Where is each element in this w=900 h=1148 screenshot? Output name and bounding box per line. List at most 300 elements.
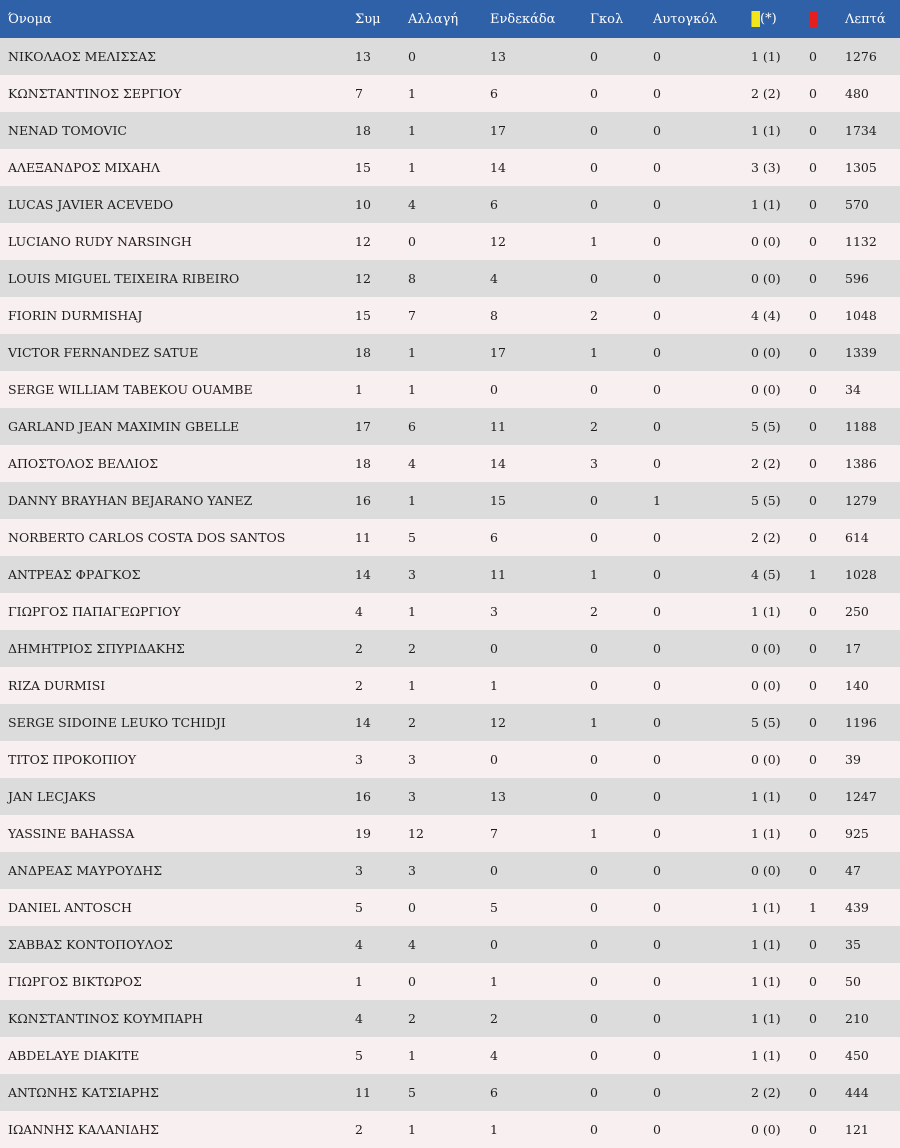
substitutions-cell: 3 [408,863,416,878]
own-goals-cell: 0 [653,715,661,730]
appearances-cell: 4 [355,937,363,952]
red-cards-cell: 0 [809,197,817,212]
player-name-cell: ΓΙΩΡΓΟΣ ΠΑΠΑΓΕΩΡΓΙΟΥ [8,604,181,619]
own-goals-cell: 0 [653,863,661,878]
table-row [0,149,900,186]
goals-cell: 0 [590,530,598,545]
starts-cell: 11 [490,567,506,582]
red-cards-cell: 0 [809,752,817,767]
appearances-cell: 11 [355,530,371,545]
appearances-cell: 12 [355,271,371,286]
player-name-cell: ΓΙΩΡΓΟΣ ΒΙΚΤΩΡΟΣ [8,974,142,989]
player-name-cell: ΑΛΕΞΑΝΔΡΟΣ ΜΙΧΑΗΛ [8,160,161,175]
goals-cell: 1 [590,345,598,360]
table-row [0,741,900,778]
table-row [0,667,900,704]
appearances-cell: 4 [355,1011,363,1026]
substitutions-cell: 1 [408,160,416,175]
player-name-cell: RIZA DURMISI [8,678,106,693]
starts-cell: 0 [490,937,498,952]
minutes-cell: 1339 [845,345,877,360]
appearances-cell: 11 [355,1085,371,1100]
table-row [0,1111,900,1148]
minutes-cell: 250 [845,604,869,619]
goals-cell: 0 [590,678,598,693]
minutes-cell: 39 [845,752,861,767]
appearances-cell: 17 [355,419,371,434]
minutes-cell: 1188 [845,419,877,434]
red-cards-cell: 0 [809,937,817,952]
red-cards-cell: 0 [809,789,817,804]
appearances-cell: 2 [355,1122,363,1137]
red-cards-cell: 0 [809,86,817,101]
red-cards-cell: 0 [809,604,817,619]
header-name[interactable]: Όνομα [8,11,52,27]
minutes-cell: 35 [845,937,861,952]
goals-cell: 0 [590,752,598,767]
own-goals-cell: 0 [653,900,661,915]
appearances-cell: 2 [355,678,363,693]
table-row [0,260,900,297]
red-cards-cell: 0 [809,234,817,249]
substitutions-cell: 5 [408,530,416,545]
yellow-cards-cell: 0 (0) [751,234,781,249]
appearances-cell: 14 [355,567,371,582]
own-goals-cell: 0 [653,49,661,64]
minutes-cell: 50 [845,974,861,989]
yellow-cards-cell: 1 (1) [751,826,781,841]
substitutions-cell: 7 [408,308,416,323]
yellow-cards-cell: 1 (1) [751,789,781,804]
appearances-cell: 7 [355,86,363,101]
own-goals-cell: 0 [653,530,661,545]
red-cards-cell: 0 [809,49,817,64]
substitutions-cell: 0 [408,49,416,64]
red-cards-cell: 0 [809,641,817,656]
substitutions-cell: 2 [408,1011,416,1026]
red-cards-cell: 0 [809,974,817,989]
goals-cell: 0 [590,382,598,397]
yellow-cards-cell: 0 (0) [751,641,781,656]
yellow-cards-cell: 5 (5) [751,493,781,508]
appearances-cell: 19 [355,826,371,841]
minutes-cell: 140 [845,678,869,693]
header-red-cards[interactable] [809,0,845,38]
red-cards-cell: 0 [809,382,817,397]
starts-cell: 17 [490,345,506,360]
own-goals-cell: 0 [653,1048,661,1063]
player-name-cell: NORBERTO CARLOS COSTA DOS SANTOS [8,530,286,545]
starts-cell: 4 [490,1048,498,1063]
substitutions-cell: 1 [408,1048,416,1063]
starts-cell: 0 [490,863,498,878]
own-goals-cell: 0 [653,234,661,249]
yellow-cards-cell: 0 (0) [751,271,781,286]
yellow-cards-cell: 4 (5) [751,567,781,582]
yellow-cards-cell: 1 (1) [751,1048,781,1063]
substitutions-cell: 3 [408,752,416,767]
own-goals-cell: 0 [653,1085,661,1100]
red-cards-cell: 1 [809,900,817,915]
appearances-cell: 5 [355,900,363,915]
substitutions-cell: 2 [408,641,416,656]
minutes-cell: 450 [845,1048,869,1063]
table-row [0,334,900,371]
goals-cell: 1 [590,826,598,841]
starts-cell: 11 [490,419,506,434]
table-row [0,815,900,852]
goals-cell: 0 [590,1122,598,1137]
appearances-cell: 3 [355,863,363,878]
minutes-cell: 17 [845,641,861,656]
substitutions-cell: 8 [408,271,416,286]
player-name-cell: GARLAND JEAN MAXIMIN GBELLE [8,419,240,434]
yellow-cards-cell: 3 (3) [751,160,781,175]
goals-cell: 0 [590,1048,598,1063]
player-name-cell: SERGE SIDOINE LEUKO TCHIDJI [8,715,226,730]
player-name-cell: ΝΙΚΟΛΑΟΣ ΜΕΛΙΣΣΑΣ [8,49,157,64]
yellow-cards-cell: 1 (1) [751,604,781,619]
yellow-cards-cell: 5 (5) [751,715,781,730]
appearances-cell: 1 [355,974,363,989]
starts-cell: 0 [490,382,498,397]
header-own-goals[interactable]: Αυτογκόλ [653,11,718,27]
starts-cell: 13 [490,789,506,804]
red-cards-cell: 0 [809,123,817,138]
starts-cell: 6 [490,530,498,545]
starts-cell: 14 [490,456,506,471]
goals-cell: 2 [590,308,598,323]
substitutions-cell: 1 [408,1122,416,1137]
substitutions-cell: 4 [408,197,416,212]
player-name-cell: ΑΠΟΣΤΟΛΟΣ ΒΕΛΛΙΟΣ [8,456,159,471]
goals-cell: 1 [590,715,598,730]
red-cards-cell: 0 [809,308,817,323]
yellow-cards-cell: 1 (1) [751,900,781,915]
player-name-cell: ABDELAYE DIAKITE [8,1048,140,1063]
yellow-cards-cell: 0 (0) [751,345,781,360]
goals-cell: 0 [590,160,598,175]
minutes-cell: 480 [845,86,869,101]
starts-cell: 1 [490,678,498,693]
appearances-cell: 2 [355,641,363,656]
minutes-cell: 614 [845,530,869,545]
red-cards-cell: 0 [809,160,817,175]
yellow-card-icon [751,11,760,27]
minutes-cell: 47 [845,863,861,878]
player-name-cell: DANIEL ANTOSCH [8,900,132,915]
minutes-cell: 444 [845,1085,869,1100]
red-card-icon [809,11,817,27]
red-cards-cell: 0 [809,715,817,730]
table-row [0,38,900,75]
own-goals-cell: 0 [653,123,661,138]
header-subs[interactable]: Αλλαγή [408,11,459,27]
yellow-cards-cell: 2 (2) [751,1085,781,1100]
minutes-cell: 596 [845,271,869,286]
goals-cell: 0 [590,123,598,138]
appearances-cell: 13 [355,49,371,64]
player-name-cell: ΚΩΝΣΤΑΝΤΙΝΟΣ ΚΟΥΜΠΑΡΗ [8,1011,203,1026]
appearances-cell: 15 [355,308,371,323]
red-cards-cell: 1 [809,567,817,582]
table-row [0,223,900,260]
yellow-cards-cell: 4 (4) [751,308,781,323]
player-name-cell: VICTOR FERNANDEZ SATUE [8,345,199,360]
minutes-cell: 121 [845,1122,869,1137]
substitutions-cell: 3 [408,789,416,804]
player-name-cell: SERGE WILLIAM TABEKOU OUAMBE [8,382,253,397]
own-goals-cell: 0 [653,567,661,582]
red-cards-cell: 0 [809,1085,817,1100]
starts-cell: 8 [490,308,498,323]
substitutions-cell: 4 [408,456,416,471]
appearances-cell: 16 [355,493,371,508]
substitutions-cell: 1 [408,86,416,101]
starts-cell: 6 [490,1085,498,1100]
appearances-cell: 18 [355,345,371,360]
table-row [0,593,900,630]
goals-cell: 0 [590,86,598,101]
own-goals-cell: 0 [653,382,661,397]
yellow-cards-cell: 0 (0) [751,1122,781,1137]
goals-cell: 0 [590,493,598,508]
starts-cell: 15 [490,493,506,508]
table-row [0,1074,900,1111]
goals-cell: 0 [590,937,598,952]
substitutions-cell: 1 [408,382,416,397]
table-row [0,519,900,556]
red-cards-cell: 0 [809,419,817,434]
goals-cell: 0 [590,1011,598,1026]
goals-cell: 1 [590,234,598,249]
player-name-cell: ΤΙΤΟΣ ΠΡΟΚΟΠΙΟΥ [8,752,137,767]
starts-cell: 6 [490,86,498,101]
header-minutes[interactable]: Λεπτά [845,11,886,27]
player-name-cell: ΚΩΝΣΤΑΝΤΙΝΟΣ ΣΕΡΓΙΟΥ [8,86,182,101]
goals-cell: 0 [590,1085,598,1100]
player-name-cell: ΙΩΑΝΝΗΣ ΚΑΛΑΝΙΔΗΣ [8,1122,159,1137]
minutes-cell: 1196 [845,715,877,730]
yellow-cards-cell: 0 (0) [751,863,781,878]
own-goals-cell: 0 [653,974,661,989]
yellow-cards-cell: 1 (1) [751,49,781,64]
table-row [0,297,900,334]
yellow-cards-cell: 1 (1) [751,937,781,952]
goals-cell: 0 [590,863,598,878]
yellow-cards-cell: 2 (2) [751,456,781,471]
appearances-cell: 10 [355,197,371,212]
player-name-cell: FIORIN DURMISHAJ [8,308,143,323]
own-goals-cell: 0 [653,308,661,323]
yellow-cards-cell: 0 (0) [751,382,781,397]
goals-cell: 0 [590,789,598,804]
minutes-cell: 1734 [845,123,877,138]
minutes-cell: 34 [845,382,861,397]
table-row [0,482,900,519]
header-apps[interactable]: Συμ [355,11,381,27]
starts-cell: 5 [490,900,498,915]
goals-cell: 0 [590,271,598,286]
player-name-cell: ΔΗΜΗΤΡΙΟΣ ΣΠΥΡΙΔΑΚΗΣ [8,641,185,656]
substitutions-cell: 1 [408,678,416,693]
substitutions-cell: 1 [408,604,416,619]
appearances-cell: 12 [355,234,371,249]
own-goals-cell: 1 [653,493,661,508]
header-starts[interactable]: Ενδεκάδα [490,11,556,27]
yellow-cards-cell: 1 (1) [751,974,781,989]
substitutions-cell: 4 [408,937,416,952]
red-cards-cell: 0 [809,863,817,878]
red-cards-cell: 0 [809,1122,817,1137]
table-row [0,630,900,667]
starts-cell: 12 [490,715,506,730]
header-yellow-suffix: (*) [760,11,777,27]
starts-cell: 1 [490,1122,498,1137]
own-goals-cell: 0 [653,345,661,360]
substitutions-cell: 0 [408,974,416,989]
minutes-cell: 1305 [845,160,877,175]
own-goals-cell: 0 [653,752,661,767]
player-name-cell: LUCAS JAVIER ACEVEDO [8,197,174,212]
table-row [0,371,900,408]
table-row [0,926,900,963]
own-goals-cell: 0 [653,1122,661,1137]
substitutions-cell: 0 [408,234,416,249]
goals-cell: 0 [590,197,598,212]
starts-cell: 12 [490,234,506,249]
yellow-cards-cell: 1 (1) [751,123,781,138]
minutes-cell: 1386 [845,456,877,471]
own-goals-cell: 0 [653,641,661,656]
appearances-cell: 1 [355,382,363,397]
starts-cell: 3 [490,604,498,619]
starts-cell: 17 [490,123,506,138]
player-name-cell: LUCIANO RUDY NARSINGH [8,234,192,249]
starts-cell: 4 [490,271,498,286]
table-row [0,445,900,482]
starts-cell: 14 [490,160,506,175]
table-row [0,963,900,1000]
goals-cell: 2 [590,419,598,434]
own-goals-cell: 0 [653,160,661,175]
minutes-cell: 1048 [845,308,877,323]
minutes-cell: 210 [845,1011,869,1026]
goals-cell: 0 [590,900,598,915]
appearances-cell: 16 [355,789,371,804]
table-row [0,852,900,889]
table-row [0,75,900,112]
table-header-row [0,0,900,38]
red-cards-cell: 0 [809,493,817,508]
appearances-cell: 15 [355,160,371,175]
starts-cell: 0 [490,641,498,656]
table-row [0,186,900,223]
player-name-cell: LOUIS MIGUEL TEIXEIRA RIBEIRO [8,271,240,286]
goals-cell: 3 [590,456,598,471]
player-name-cell: YASSINE BAHASSA [8,826,135,841]
appearances-cell: 18 [355,456,371,471]
own-goals-cell: 0 [653,197,661,212]
red-cards-cell: 0 [809,826,817,841]
yellow-cards-cell: 2 (2) [751,530,781,545]
player-name-cell: DANNY BRAYHAN BEJARANO YANEZ [8,493,253,508]
starts-cell: 6 [490,197,498,212]
goals-cell: 1 [590,567,598,582]
own-goals-cell: 0 [653,604,661,619]
own-goals-cell: 0 [653,789,661,804]
table-row [0,408,900,445]
yellow-cards-cell: 1 (1) [751,1011,781,1026]
yellow-cards-cell: 1 (1) [751,197,781,212]
player-name-cell: NENAD TOMOVIC [8,123,127,138]
header-goals[interactable]: Γκολ [590,11,624,27]
minutes-cell: 1132 [845,234,877,249]
own-goals-cell: 0 [653,937,661,952]
red-cards-cell: 0 [809,345,817,360]
red-cards-cell: 0 [809,530,817,545]
minutes-cell: 1028 [845,567,877,582]
player-name-cell: ΑΝΤΩΝΗΣ ΚΑΤΣΙΑΡΗΣ [8,1085,159,1100]
own-goals-cell: 0 [653,419,661,434]
own-goals-cell: 0 [653,271,661,286]
player-name-cell: JAN LECJAKS [8,789,96,804]
yellow-cards-cell: 0 (0) [751,752,781,767]
substitutions-cell: 12 [408,826,424,841]
appearances-cell: 18 [355,123,371,138]
substitutions-cell: 3 [408,567,416,582]
red-cards-cell: 0 [809,1048,817,1063]
player-name-cell: ΣΑΒΒΑΣ ΚΟΝΤΟΠΟΥΛΟΣ [8,937,173,952]
substitutions-cell: 0 [408,900,416,915]
substitutions-cell: 2 [408,715,416,730]
own-goals-cell: 0 [653,826,661,841]
table-row [0,778,900,815]
starts-cell: 0 [490,752,498,767]
red-cards-cell: 0 [809,678,817,693]
starts-cell: 7 [490,826,498,841]
table-row [0,556,900,593]
player-name-cell: ΑΝΤΡΕΑΣ ΦΡΑΓΚΟΣ [8,567,141,582]
own-goals-cell: 0 [653,456,661,471]
substitutions-cell: 1 [408,123,416,138]
substitutions-cell: 1 [408,493,416,508]
goals-cell: 0 [590,49,598,64]
goals-cell: 0 [590,974,598,989]
minutes-cell: 570 [845,197,869,212]
table-body [0,38,900,1148]
goals-cell: 0 [590,641,598,656]
minutes-cell: 1276 [845,49,877,64]
appearances-cell: 14 [355,715,371,730]
substitutions-cell: 1 [408,345,416,360]
header-yellow-cards[interactable] [751,0,809,38]
red-cards-cell: 0 [809,271,817,286]
table-row [0,704,900,741]
table-row [0,1037,900,1074]
yellow-cards-cell: 5 (5) [751,419,781,434]
red-cards-cell: 0 [809,1011,817,1026]
own-goals-cell: 0 [653,1011,661,1026]
table-row [0,112,900,149]
yellow-cards-cell: 2 (2) [751,86,781,101]
appearances-cell: 3 [355,752,363,767]
own-goals-cell: 0 [653,86,661,101]
substitutions-cell: 6 [408,419,416,434]
minutes-cell: 925 [845,826,869,841]
yellow-cards-cell: 0 (0) [751,678,781,693]
appearances-cell: 4 [355,604,363,619]
